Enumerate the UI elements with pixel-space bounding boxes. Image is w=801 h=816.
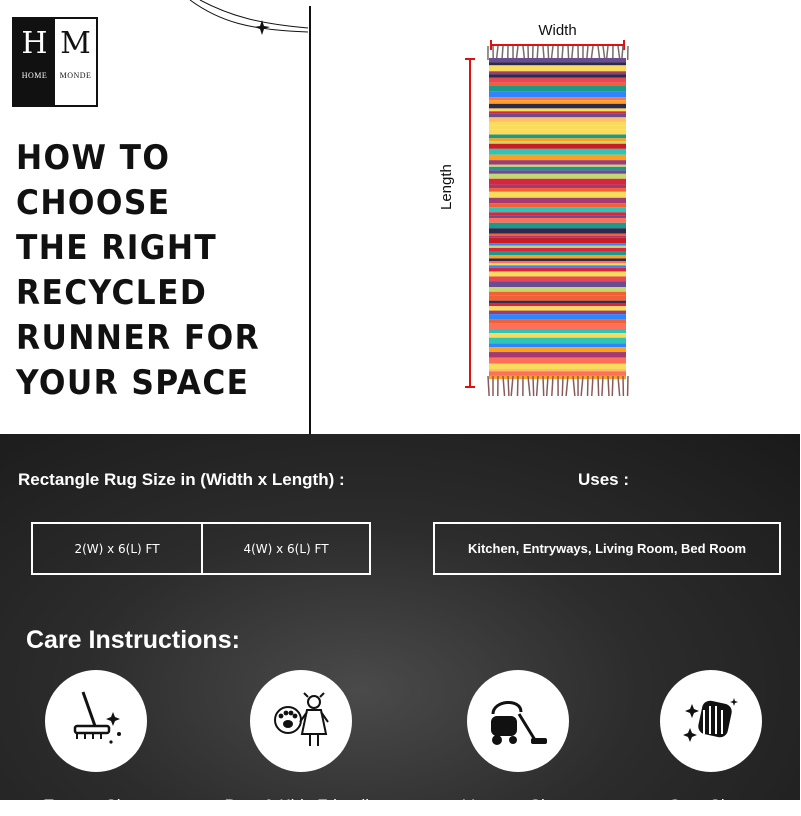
rug-size-heading: Rectangle Rug Size in (Width x Length) : [18, 470, 345, 490]
size-option: 2(W) x 6(L) FT [31, 522, 203, 575]
headline-line: CHOOSE [16, 181, 274, 226]
logo-word-monde: MONDE [60, 71, 92, 80]
spot-clean-hand-icon [674, 684, 748, 758]
uses-heading: Uses : [578, 470, 629, 490]
rug-length-label: Length [438, 164, 455, 210]
vacuum-icon [481, 684, 555, 758]
rug-width-label: Width [490, 22, 625, 39]
uses-value: Kitchen, Entryways, Living Room, Bed Room [433, 522, 781, 575]
headline-line: HOW TO [16, 136, 274, 181]
hanging-star-decoration [190, 0, 310, 40]
care-instructions-heading: Care Instructions: [26, 626, 240, 655]
care-label: Easy to Clean [43, 796, 149, 816]
rug-length-dimension-line [469, 58, 471, 388]
care-item-pets-kids [211, 670, 391, 816]
headline-line: YOUR SPACE [16, 361, 274, 406]
care-icon-circle [467, 670, 569, 772]
details-section [0, 434, 800, 800]
logo-letter-h: H [21, 27, 47, 61]
care-icon-circle [660, 670, 762, 772]
headline-line: RECYCLED [16, 271, 274, 316]
logo-letter-m: M [60, 27, 91, 61]
brand-logo [12, 17, 98, 107]
care-item-easy-to-clean [6, 670, 186, 816]
headline-line: RUNNER FOR [16, 316, 274, 361]
care-icon-circle [250, 670, 352, 772]
vertical-divider [309, 6, 311, 434]
logo-word-home: HOME [22, 71, 48, 80]
headline-line: THE RIGHT [16, 226, 274, 271]
care-item-vacuum-clean [428, 670, 608, 816]
mop-icon [61, 686, 131, 756]
page-headline [16, 136, 274, 406]
care-label: Pets & Kids Friendly [224, 796, 377, 816]
size-option: 4(W) x 6(L) FT [201, 522, 371, 575]
paw-child-icon [264, 684, 338, 758]
care-icon-circle [45, 670, 147, 772]
striped-rug-image [485, 46, 630, 396]
care-item-spot-clean [621, 670, 801, 816]
care-label: Vacuum Clean [463, 796, 573, 816]
care-label: Spot Clean [669, 796, 753, 816]
